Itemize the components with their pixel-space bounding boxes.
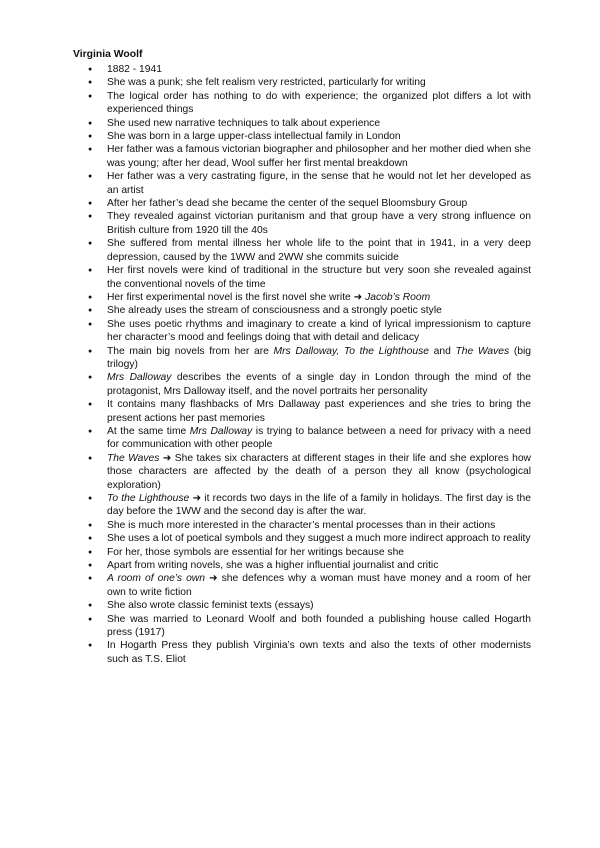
list-item [0,559,531,572]
list-item-text: 1882 - 1941 [107,64,162,75]
list-item-text: She already uses the stream of consciousness and a strongly poetic style [107,305,442,317]
list-item-text: At the same time [107,425,190,437]
list-item-text: Mrs Dalloway [189,425,253,437]
list-item-text: To the Lighthouse [107,493,190,504]
list-item-text: She was born in a large upper-class intellectual family in London [107,131,401,143]
list-item-text: She used new narrative techniques to talk about experience [107,117,381,129]
list-item [0,572,531,599]
list-item-text: In Hogarth Press they publish Virginia’s own texts and also the texts of other modernists such as T.S. Eliot [107,640,531,665]
list-item-text: Mrs Dalloway, To the Lighthouse [273,345,429,357]
list-item [0,318,531,345]
list-item-text: For her, those symbols are essential for her writings because she [107,546,405,558]
list-item-text: She is much more interested in the character’s mental processes than in their actions [107,519,496,531]
list-item-text: She suffered from mental illness her whole life to the point that in 1941, in a very deep depression, caused by the 1WW and 2WW she commits suicide [107,238,531,263]
list-item-text: It contains many flashbacks of Mrs Dallaway past experiences and she tries to bring the present actions her past memories [107,399,531,424]
list-item-text: and [428,345,456,357]
list-item [0,291,531,304]
list-item-text: Her father was a very castrating figure, in the sense that he would not let her developed as an artist [107,171,531,196]
list-item-text: After her father’s dead she became the center of the sequel Bloomsbury Group [107,198,468,210]
list-item-text: The logical order has nothing to do with experience; the organized plot differs a lot with experienced things [107,90,531,116]
list-item [0,492,531,519]
list-item [0,599,531,612]
list-item [0,90,531,117]
list-item-text: Her first experimental novel is the first novel she write ➜ [107,291,366,303]
list-item [0,304,531,317]
list-item [0,170,531,197]
list-item [0,345,531,372]
list-item-text: Apart from writing novels, she was a higher influential journalist and critic [107,560,439,572]
list-item [0,237,531,264]
list-item-text: She uses poetic rhythms and imaginary to create a kind of lyrical impressionism to capture her character’s mood and feelings doing that with detail and delicacy [107,318,531,344]
list-item [0,613,531,640]
list-item [0,264,531,291]
list-item-text: The Waves [455,345,510,357]
list-item-text: ➜ it records two days in the life of a family in holidays. The first day is the day before the 1WW and the second day is after the war. [107,493,531,518]
list-item [0,210,531,237]
list-item [0,639,531,666]
list-item [0,143,531,170]
list-item-text: She also wrote classic feminist texts (essays) [107,600,314,612]
list-item-text: Her father was a famous victorian biographer and philosopher and her mother died when she was young; after her dead, Wool suffer her first mental breakdown [107,144,531,169]
list-item [0,519,531,532]
list-item-text: is trying to balance between a need for privacy with a need for communication with other people [107,425,532,451]
list-item-text: The Waves [107,452,160,464]
list-item [0,425,531,452]
list-item-text: (big trilogy) [107,345,532,370]
list-item-text: ➜ She takes six characters at different stages in their life and she explores how those characters are affected by the death of a person they all know (psychological exploration) [107,452,531,491]
list-item [0,546,531,559]
list-item [0,398,531,425]
list-item-text: They revealed against victorian puritanism and that group have a very strong influence on British culture from 1920 till the 40s [107,211,531,236]
list-item-text: ➜ she defences why a woman must have money and a room of her own to write fiction [107,573,532,598]
list-item-text: Her first novels were kind of traditional in the structure but very soon she revealed against the conventional novels of the time [107,265,531,290]
list-item-text: She was married to Leonard Woolf and both founded a publishing house called Hogarth press (1917) [107,613,531,639]
list-item [0,130,531,143]
list-item [0,63,531,76]
list-item-text: She uses a lot of poetical symbols and they suggest a much more indirect approach to reality [107,533,531,545]
list-item [0,452,531,492]
bullet-list [0,63,600,666]
list-item [0,371,531,398]
list-item-text: A room of one’s own [107,573,205,585]
list-item [0,117,531,130]
list-item-text: The main big novels from her are [107,345,274,357]
list-item [0,532,531,545]
page-title: Virginia Woolf [73,49,143,60]
list-item [0,76,531,89]
list-item-text: describes the events of a single day in London through the mind of the protagonist, Mrs Dalloway itself, and the novel portraits her personality [107,372,532,397]
list-item-text: She was a punk; she felt realism very restricted, particularly for writing [107,77,426,89]
list-item [0,197,531,210]
list-item-text: Jacob’s Room [365,291,431,303]
list-item-text: Mrs Dalloway [107,372,172,384]
